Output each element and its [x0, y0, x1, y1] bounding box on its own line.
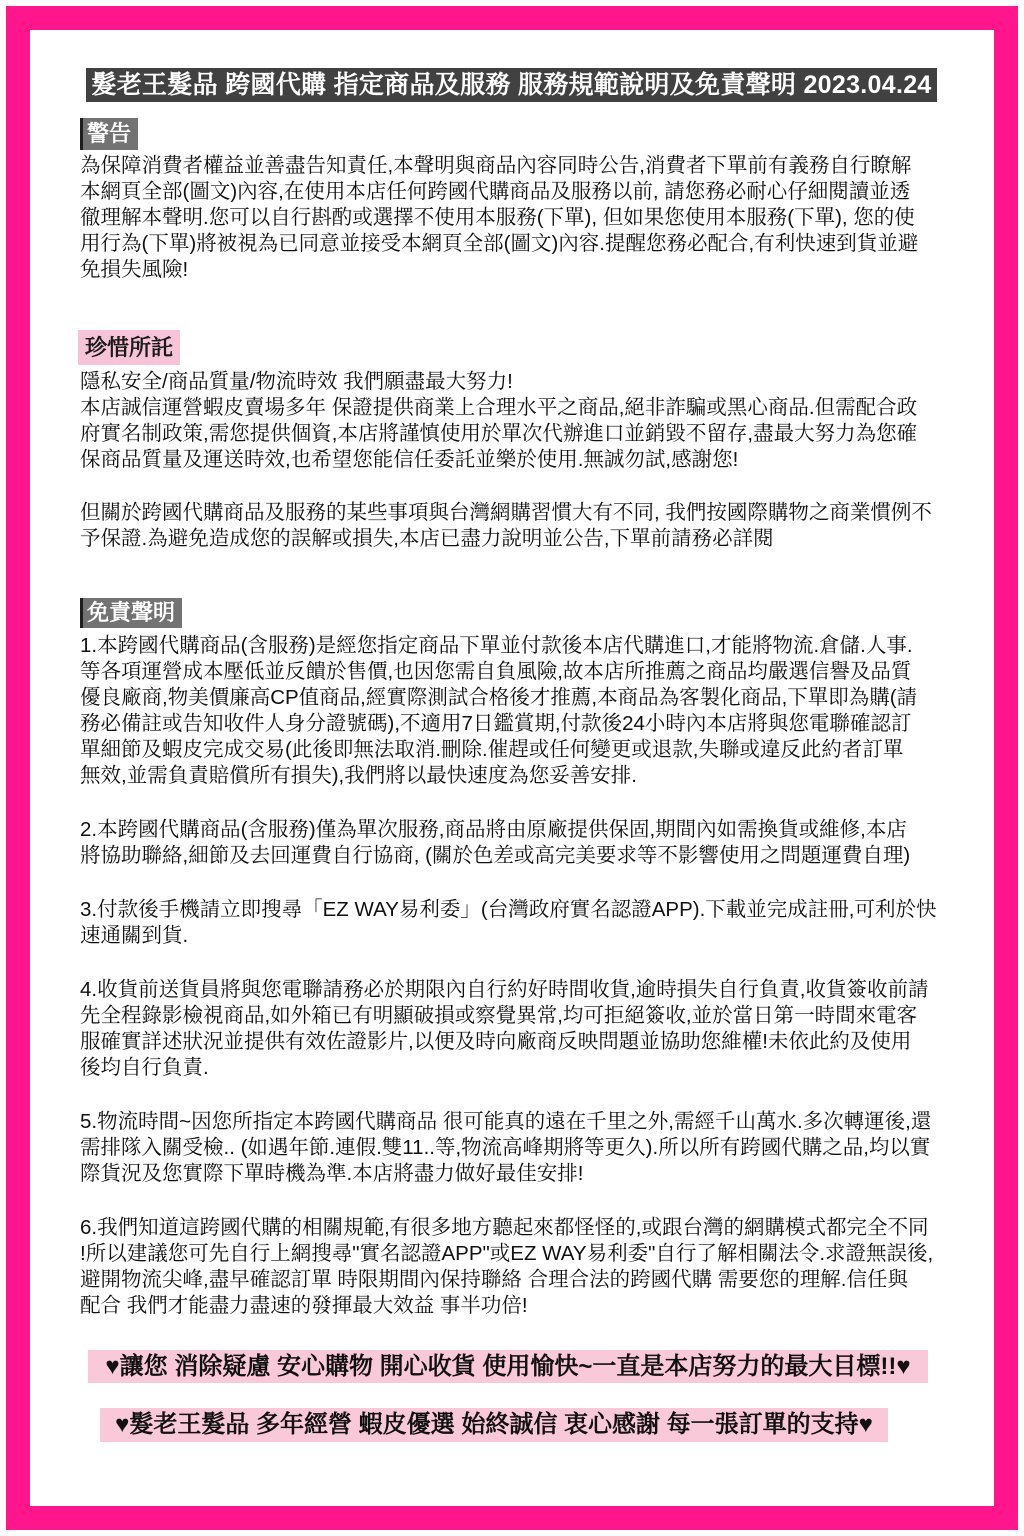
paragraph-line: 配合 我們才能盡力盡速的發揮最大效益 事半功倍!	[80, 1294, 528, 1317]
disclaimer-item-1	[80, 633, 960, 789]
promise-banner: ♥讓您 消除疑慮 安心購物 開心收貨 使用愉快~一直是本店努力的最大目標!!♥	[88, 1350, 928, 1383]
commitment-section	[80, 330, 960, 552]
heading-commitment: 珍惜所託	[78, 330, 180, 365]
paragraph-line: 為保障消費者權益並善盡告知責任,本聲明與商品內容同時公告,消費者下單前有義務自行瞭解	[80, 154, 912, 177]
paragraph-line: 服確實詳述狀況並提供有效佐證影片,以便及時向廠商反映問題並協助您維權!未依此約及使用	[80, 1030, 912, 1053]
paragraph-line: 單細節及蝦皮完成交易(此後即無法取消.刪除.催趕或任何變更或退款,失聯或違反此約者訂單	[80, 738, 904, 761]
commitment-paragraph-2	[80, 500, 960, 552]
paragraph-line: 用行為(下單)將被視為已同意並接受本網頁全部(圖文)內容.提醒您務必配合,有利快速到貨並避	[80, 232, 919, 255]
paragraph-line: 優良廠商,物美價廉高CP值商品,經實際測試合格後才推薦,本商品為客製化商品,下單即為購(請	[80, 686, 918, 709]
paragraph-line: 速通關到貨.	[80, 924, 189, 947]
paragraph-line: 需排隊入關受檢.. (如遇年節.連假.雙11..等,物流高峰期將等更久).所以所有跨國代購之品,均以實	[80, 1136, 931, 1159]
disclaimer-item-4	[80, 977, 960, 1081]
paragraph-line: 2.本跨國代購商品(含服務)僅為單次服務,商品將由原廠提供保固,期間內如需換貨或維修,本店	[80, 818, 907, 841]
paragraph-line: 3.付款後手機請立即搜尋「EZ WAY易利委」(台灣政府實名認證APP).下載並完成註冊,可利於快	[80, 898, 937, 921]
disclaimer-section	[80, 598, 960, 1319]
paragraph-line: 後均自行負責.	[80, 1056, 209, 1079]
paragraph-line: 先全程錄影檢視商品,如外箱已有明顯破損或察覺異常,均可拒絕簽收,並於當日第一時間來電客	[80, 1004, 918, 1027]
document-body	[80, 118, 960, 1319]
disclaimer-item-5	[80, 1109, 960, 1187]
paragraph-line: 予保證.為避免造成您的誤解或損失,本店已盡力說明並公告,下單前請務必詳閱	[80, 527, 774, 550]
disclaimer-item-6	[80, 1215, 960, 1319]
paragraph-line: 務必備註或告知收件人身分證號碼),不適用7日鑑賞期,付款後24小時內本店將與您電聯確認訂	[80, 712, 912, 735]
paragraph-line: 隱私安全/商品質量/物流時效 我們願盡最大努力!	[80, 370, 513, 393]
paragraph-line: 5.物流時間~因您所指定本跨國代購商品 很可能真的遠在千里之外,需經千山萬水.多次轉運後,還	[80, 1110, 932, 1133]
paragraph-line: 6.我們知道這跨國代購的相關規範,有很多地方聽起來都怪怪的,或跟台灣的網購模式都完全不同	[80, 1216, 929, 1239]
paragraph-line: 免損失風險!	[80, 258, 189, 281]
paragraph-line: 等各項運營成本壓低並反饋於售價,也因您需自負風險,故本店所推薦之商品均嚴選信譽及品質	[80, 660, 912, 683]
thanks-banner: ♥髮老王髮品 多年經營 蝦皮優選 始終誠信 衷心感謝 每一張訂單的支持♥	[100, 1408, 888, 1442]
warning-section	[80, 118, 960, 283]
paragraph-line: 但關於跨國代購商品及服務的某些事項與台灣網購習慣大有不同, 我們按國際購物之商業慣例不	[80, 501, 932, 524]
paragraph-line: 4.收貨前送貨員將與您電聯請務必於期限內自行約好時間收貨,逾時損失自行負責,收貨簽收前請	[80, 978, 929, 1001]
paragraph-line: !所以建議您可先自行上網搜尋"實名認證APP"或EZ WAY易利委"自行了解相關法令.求證無誤後,	[80, 1242, 934, 1265]
paragraph-line: 本店誠信運營蝦皮賣場多年 保證提供商業上合理水平之商品,絕非詐騙或黑心商品.但需配合政	[80, 396, 918, 419]
paragraph-line: 府實名制政策,需您提供個資,本店將謹慎使用於單次代辦進口並銷毀不留存,盡最大努力為您確	[80, 422, 918, 445]
paragraph-line: 保商品質量及運送時效,也希望您能信任委託並樂於使用.無誠勿試,感謝您!	[80, 448, 739, 471]
commitment-paragraph-1	[80, 369, 960, 473]
paragraph-line: 際貨況及您實際下單時機為準.本店將盡力做好最佳安排!	[80, 1162, 584, 1185]
warning-paragraph	[80, 153, 960, 283]
paragraph-line: 避開物流尖峰,盡早確認訂單 時限期間內保持聯絡 合理合法的跨國代購 需要您的理解.信任與	[80, 1268, 908, 1291]
heading-disclaimer: 免責聲明	[80, 598, 182, 628]
paragraph-line: 將協助聯絡,細節及去回運費自行協商, (關於色差或高完美要求等不影響使用之問題運費自理)	[80, 844, 911, 867]
document-title: 髮老王髮品 跨國代購 指定商品及服務 服務規範說明及免責聲明 2023.04.24	[86, 68, 937, 102]
heading-warning: 警告	[80, 118, 138, 150]
disclaimer-item-3	[80, 897, 960, 949]
paragraph-line: 無效,並需負責賠償所有損失),我們將以最快速度為您妥善安排.	[80, 764, 637, 787]
paragraph-line: 本網頁全部(圖文)內容,在使用本店任何跨國代購商品及服務以前, 請您務必耐心仔細閱讀並透	[80, 180, 911, 203]
paragraph-line: 1.本跨國代購商品(含服務)是經您指定商品下單並付款後本店代購進口,才能將物流.倉儲.人事.	[80, 634, 913, 657]
disclaimer-item-2	[80, 817, 960, 869]
paragraph-line: 徹理解本聲明.您可以自行斟酌或選擇不使用本服務(下單), 但如果您使用本服務(下單), 您的使	[80, 206, 915, 229]
